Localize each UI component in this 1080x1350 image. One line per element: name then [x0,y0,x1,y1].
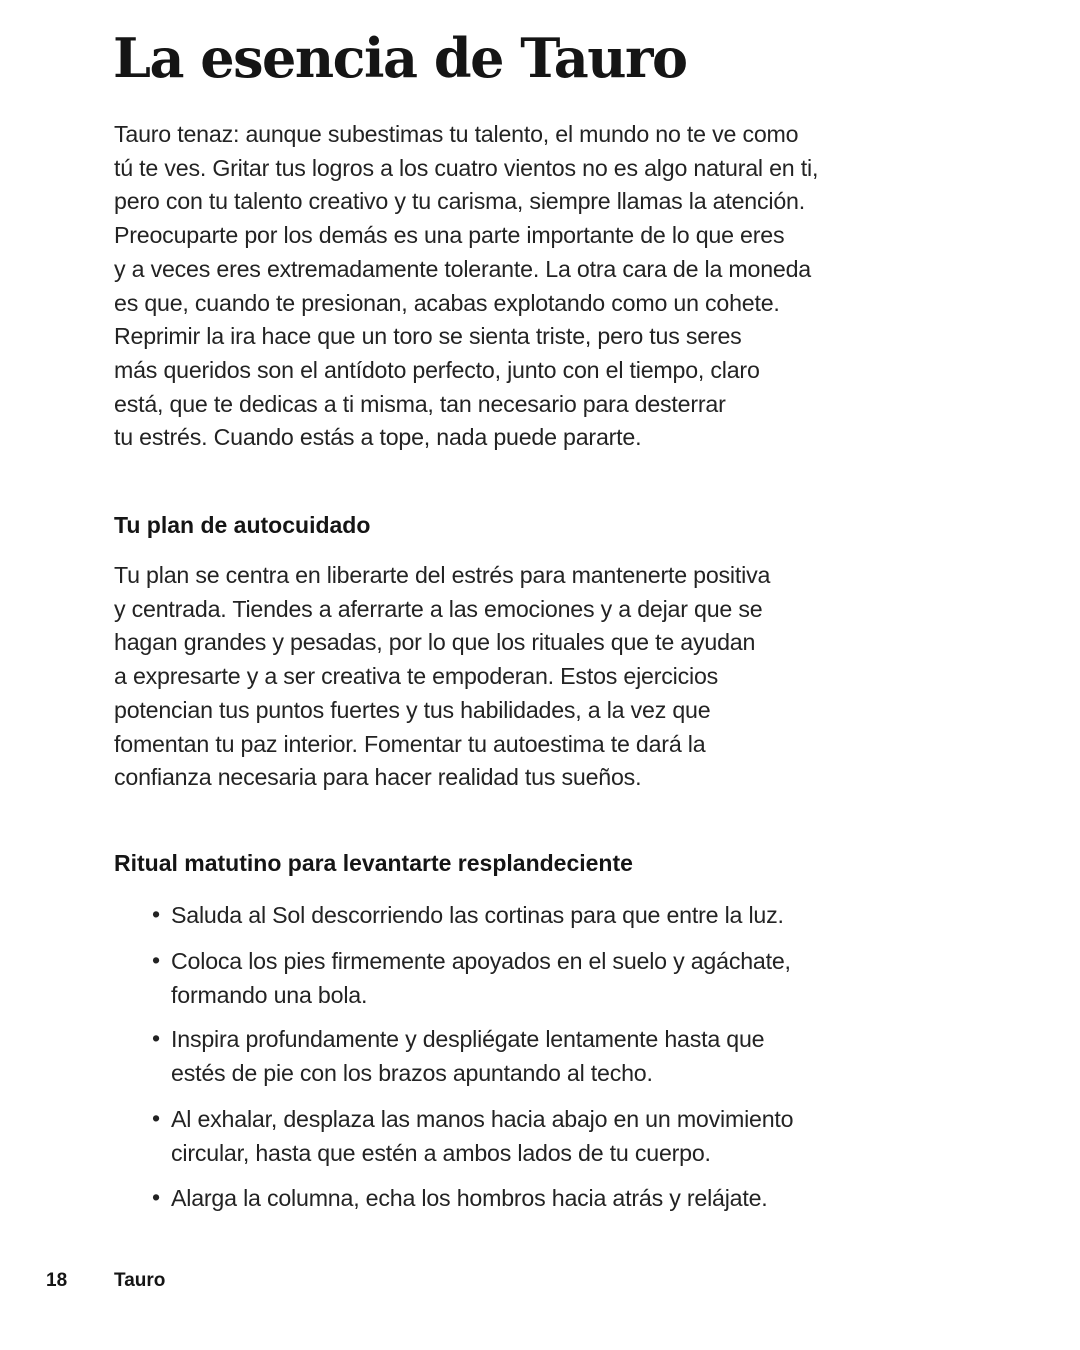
page-title: La esencia de Tauro [113,26,687,90]
text-line: es que, cuando te presionan, acabas explotando como un cohete. [114,289,780,316]
text-line: pero con tu talento creativo y tu carisma, siempre llamas la atención. [114,188,805,215]
text-line: tu estrés. Cuando estás a tope, nada puede pararte. [114,424,642,451]
bullet-icon: • [152,947,160,973]
list-item-text [171,898,784,932]
bullet-icon: • [152,1025,160,1051]
text-line: Tauro tenaz: aunque subestimas tu talento, el mundo no te ve como [114,121,799,147]
text-line: fomentan tu paz interior. Fomentar tu autoestima te dará la [114,730,706,757]
text-line: a expresarte y a ser creativa te empoderan. Estos ejercicios [114,663,719,690]
text-line: y centrada. Tiendes a aferrarte a las emociones y a dejar que se [114,595,763,622]
list-item-text [171,944,791,1012]
text-line: tú te ves. Gritar tus logros a los cuatro vientos no es algo natural en ti, [114,154,819,181]
text-line: más queridos son el antídoto perfecto, junto con el tiempo, claro [114,356,760,383]
self-care-paragraph [114,559,934,795]
section-heading-self-care-plan: Tu plan de autocuidado [114,512,371,538]
intro-paragraph [114,118,934,455]
text-line: potencian tus puntos fuertes y tus habilidades, a la vez que [114,696,711,723]
bullet-icon: • [152,1184,160,1210]
list-item-text [171,1102,793,1170]
text-line: Tu plan se centra en liberarte del estrés para mantenerte positiva [114,562,771,588]
text-line: circular, hasta que estén a ambos lados de tu cuerpo. [171,1140,711,1166]
text-line: Saluda al Sol descorriendo las cortinas para que entre la luz. [171,902,784,928]
list-item-text [171,1022,764,1090]
text-line: estés de pie con los brazos apuntando al techo. [171,1060,653,1086]
list-item-text [171,1181,768,1215]
text-line: y a veces eres extremadamente tolerante. La otra cara de la moneda [114,255,811,282]
running-title: Tauro [114,1270,166,1291]
bullet-icon: • [152,901,160,927]
bullet-icon: • [152,1105,160,1131]
text-line: Coloca los pies firmemente apoyados en el suelo y agáchate, [171,948,791,974]
text-line: Reprimir la ira hace que un toro se sienta triste, pero tus seres [114,323,742,350]
text-line: hagan grandes y pesadas, por lo que los rituales que te ayudan [114,629,756,656]
text-line: Al exhalar, desplaza las manos hacia abajo en un movimiento [171,1106,794,1132]
section-heading-morning-ritual: Ritual matutino para levantarte resplandeciente [114,850,633,876]
text-line: confianza necesaria para hacer realidad tus sueños. [114,764,642,791]
text-line: Inspira profundamente y despliégate lentamente hasta que [171,1026,765,1052]
text-line: Alarga la columna, echa los hombros hacia atrás y relájate. [171,1185,768,1211]
page-number: 18 [46,1270,68,1291]
text-line: Preocuparte por los demás es una parte importante de lo que eres [114,222,785,249]
text-line: formando una bola. [171,982,368,1008]
text-line: está, que te dedicas a ti misma, tan necesario para desterrar [114,390,726,417]
